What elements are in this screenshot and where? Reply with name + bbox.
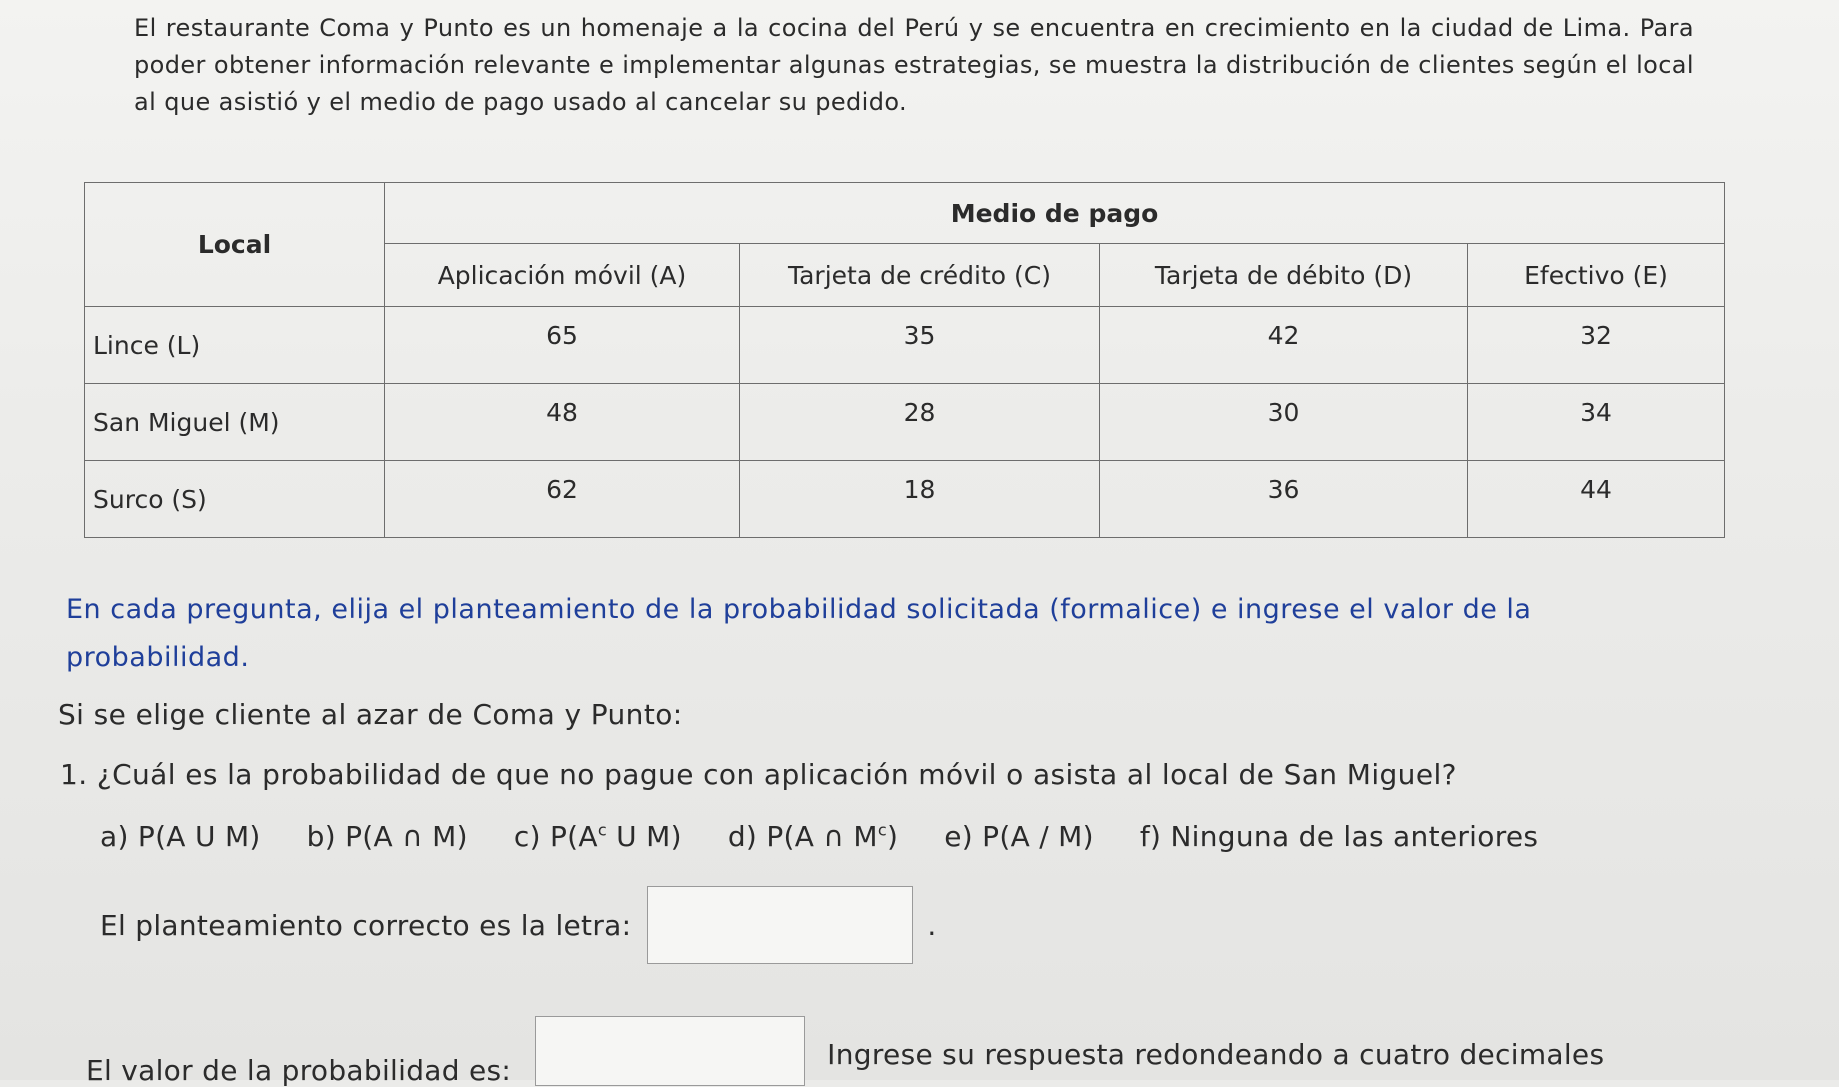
distribution-table-container — [84, 182, 1724, 538]
instruction-text: En cada pregunta, elija el planteamiento de la probabilidad solicitada (formalice) e ingrese el valor de la — [66, 594, 1532, 625]
table-cell: 18 — [740, 461, 1100, 538]
column-header-app: Aplicación móvil (A) — [385, 244, 740, 307]
rounding-hint: Ingrese su respuesta redondeando a cuatro decimales — [827, 1038, 1605, 1071]
table-cell: 65 — [385, 307, 740, 384]
row-label-san-miguel: San Miguel (M) — [85, 384, 385, 461]
table-cell: 36 — [1100, 461, 1468, 538]
table-cell: 30 — [1100, 384, 1468, 461]
local-header: Local — [85, 183, 385, 307]
scenario-subtitle: Si se elige cliente al azar de Coma y Punto: — [58, 698, 683, 731]
table-row — [85, 461, 1725, 538]
answer-letter-label: El planteamiento correcto es la letra: — [100, 908, 632, 942]
table-cell: 32 — [1468, 307, 1725, 384]
option-d-pre: d) P(A ∩ M — [727, 820, 878, 853]
option-c-pre: c) P(A — [513, 820, 598, 853]
table-row — [85, 307, 1725, 384]
table-header-row-1 — [85, 183, 1725, 244]
intro-paragraph: El restaurante Coma y Punto es un homenaje a la cocina del Perú y se encuentra en crecimiento en la ciudad de Lima. Para poder obtener información relevante e implementar algunas estrategias, se muestra la distribución de clientes según el local al que asistió y el medio de pago usado al cancelar su pedido. — [134, 14, 1694, 116]
option-c-post: U M) — [606, 820, 682, 853]
instruction — [66, 586, 1738, 682]
option-d — [728, 820, 898, 853]
distribution-table — [84, 182, 1725, 538]
option-b: b) P(A ∩ M) — [306, 820, 468, 853]
table-cell: 35 — [740, 307, 1100, 384]
probability-value-row — [86, 1016, 1604, 1087]
table-cell: 42 — [1100, 307, 1468, 384]
table-row — [85, 384, 1725, 461]
table-cell: 34 — [1468, 384, 1725, 461]
option-e: e) P(A / M) — [944, 820, 1094, 853]
probability-value-label: El valor de la probabilidad es: — [86, 1054, 512, 1087]
table-cell: 48 — [385, 384, 740, 461]
answer-letter-input[interactable] — [647, 886, 913, 964]
answer-period: . — [927, 908, 937, 942]
probability-value-input[interactable] — [535, 1016, 805, 1086]
question-1: 1. ¿Cuál es la probabilidad de que no pague con aplicación móvil o asista al local de San Miguel? — [60, 758, 1457, 791]
table-cell: 44 — [1468, 461, 1725, 538]
column-header-cash: Efectivo (E) — [1468, 244, 1725, 307]
table-cell: 28 — [740, 384, 1100, 461]
row-label-lince: Lince (L) — [85, 307, 385, 384]
row-label-surco: Surco (S) — [85, 461, 385, 538]
option-f: f) Ninguna de las anteriores — [1139, 820, 1539, 853]
table-cell: 62 — [385, 461, 740, 538]
option-d-post: ) — [886, 820, 899, 853]
answer-letter-row — [100, 886, 937, 964]
complement-superscript: c — [597, 820, 607, 840]
option-a: a) P(A U M) — [100, 820, 261, 853]
instruction-text-end: probabilidad. — [66, 642, 250, 673]
answer-options — [100, 820, 1538, 853]
complement-superscript: c — [877, 820, 887, 840]
column-header-debit: Tarjeta de débito (D) — [1100, 244, 1468, 307]
option-c — [514, 820, 682, 853]
payment-method-header: Medio de pago — [385, 183, 1725, 244]
column-header-credit: Tarjeta de crédito (C) — [740, 244, 1100, 307]
